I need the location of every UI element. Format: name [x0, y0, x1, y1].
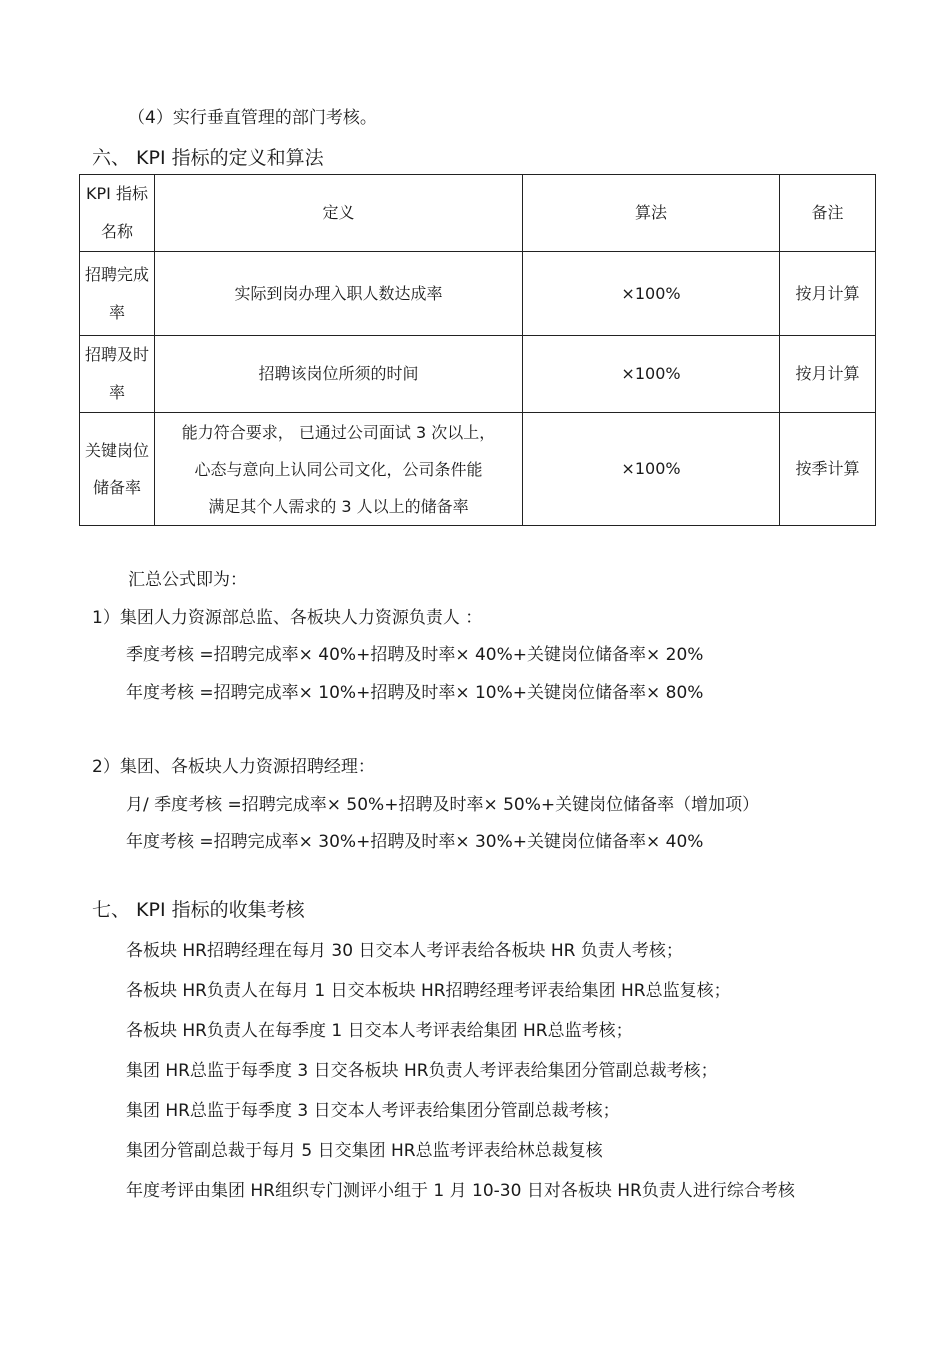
section7-item: 各板块 HR招聘经理在每月 30 日交本人考评表给各板块 HR 负责人考核；: [126, 941, 683, 961]
table-row: [80, 413, 876, 526]
row-kpi-name: 关键岗位储备率: [80, 413, 155, 526]
row-kpi-name: 招聘及时率: [80, 336, 155, 413]
header-algorithm: 算法: [523, 175, 780, 252]
section7-item: 各板块 HR负责人在每季度 1 日交本人考评表给集团 HR总监考核；: [126, 1021, 633, 1041]
header-note: 备注: [780, 175, 876, 252]
group1-annual-formula: 年度考核 =招聘完成率× 10%+招聘及时率× 10%+关键岗位储备率× 80%: [126, 683, 704, 703]
row-definition: 实际到岗办理入职人数达成率: [155, 252, 523, 336]
group1-quarter-formula: 季度考核 =招聘完成率× 40%+招聘及时率× 40%+关键岗位储备率× 20%: [126, 645, 704, 665]
summary-intro: 汇总公式即为：: [128, 570, 247, 590]
table-row: [80, 252, 876, 336]
definition-line: 满足其个人需求的 3 人以上的储备率: [208, 496, 469, 516]
row-note: 按月计算: [780, 336, 876, 413]
row-note: 按季计算: [780, 413, 876, 526]
section7-item: 年度考评由集团 HR组织专门测评小组于 1 月 10-30 日对各板块 HR负责人进行综合考核: [126, 1181, 795, 1201]
row-algorithm: ×100%: [523, 413, 780, 526]
section6-title: 六、 KPI 指标的定义和算法: [92, 147, 324, 169]
row-definition: 招聘该岗位所须的时间: [155, 336, 523, 413]
kpi-table: [79, 174, 876, 526]
header-definition: 定义: [155, 175, 523, 252]
row-definition: [155, 413, 523, 526]
section7-item: 集团 HR总监于每季度 3 日交各板块 HR负责人考评表给集团分管副总裁考核；: [126, 1061, 718, 1081]
definition-line: 能力符合要求， 已通过公司面试 3 次以上，: [181, 422, 496, 442]
section7-item: 集团分管副总裁于每月 5 日交集团 HR总监考评表给林总裁复核: [126, 1141, 603, 1161]
section7-item: 各板块 HR负责人在每月 1 日交本板块 HR招聘经理考评表给集团 HR总监复核；: [126, 981, 731, 1001]
table-row: [80, 336, 876, 413]
group2-annual-formula: 年度考核 =招聘完成率× 30%+招聘及时率× 30%+关键岗位储备率× 40%: [126, 832, 704, 852]
group1-title: 1）集团人力资源部总监、各板块人力资源负责人 ：: [92, 608, 483, 628]
header-kpi-name: KPI 指标名称: [80, 175, 155, 252]
intro-item: （4）实行垂直管理的部门考核。: [128, 108, 377, 128]
section7-item: 集团 HR总监于每季度 3 日交本人考评表给集团分管副总裁考核；: [126, 1101, 620, 1121]
row-algorithm: ×100%: [523, 336, 780, 413]
group2-month-quarter-formula: 月/ 季度考核 =招聘完成率× 50%+招聘及时率× 50%+关键岗位储备率（增加项）: [126, 795, 760, 815]
row-note: 按月计算: [780, 252, 876, 336]
row-kpi-name: 招聘完成率: [80, 252, 155, 336]
section7-title: 七、 KPI 指标的收集考核: [92, 899, 305, 921]
table-header-row: [80, 175, 876, 252]
definition-line: 心态与意向上认同公司文化，公司条件能: [194, 459, 483, 479]
row-algorithm: ×100%: [523, 252, 780, 336]
group2-title: 2）集团、各板块人力资源招聘经理：: [92, 757, 375, 777]
